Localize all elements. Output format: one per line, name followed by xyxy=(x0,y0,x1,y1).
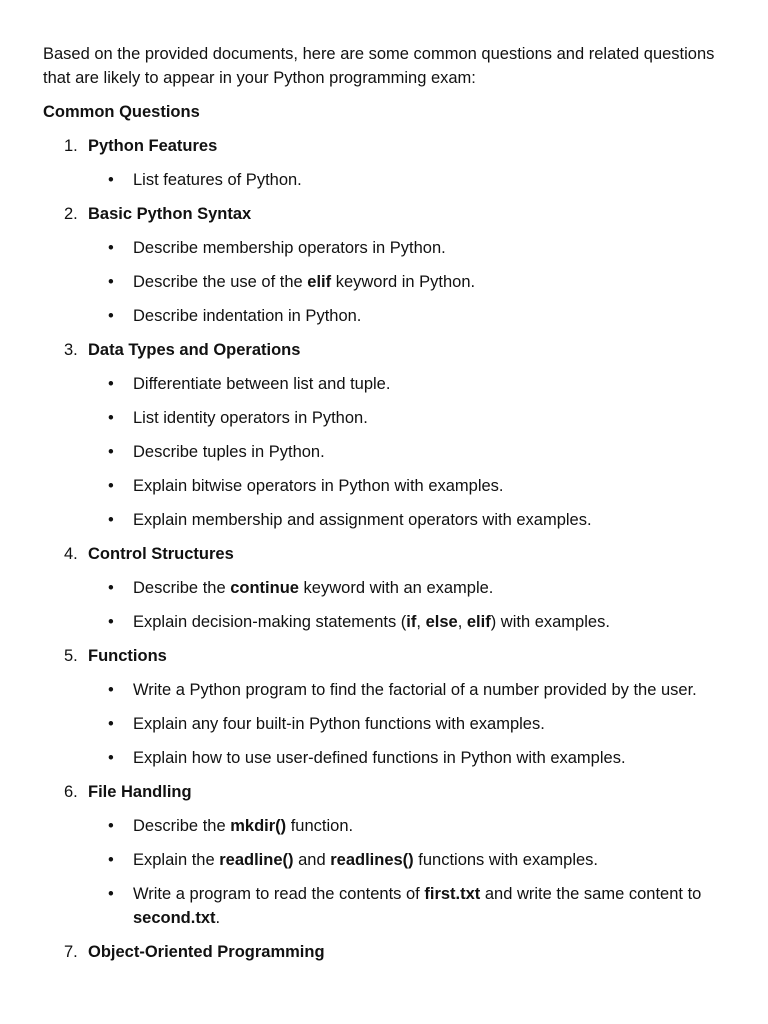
point-text: Write a program to read the contents of xyxy=(133,885,425,903)
topic-item xyxy=(43,780,728,930)
bullet-icon: • xyxy=(108,749,114,767)
filename: first.txt xyxy=(424,885,481,903)
topic-title: Python Features xyxy=(88,137,218,155)
section-heading: Common Questions xyxy=(43,103,200,121)
topic-title: Object-Oriented Programming xyxy=(88,943,325,961)
point-item xyxy=(88,814,728,838)
keyword: elif xyxy=(466,613,491,631)
point-text: Differentiate between list and tuple. xyxy=(133,375,391,393)
point-list xyxy=(88,168,728,192)
point-text: Explain bitwise operators in Python with examples. xyxy=(133,477,504,495)
point-text: . xyxy=(215,909,221,927)
bullet-icon: • xyxy=(108,715,114,733)
point-item xyxy=(88,406,728,430)
point-list xyxy=(88,814,728,930)
keyword: readlines() xyxy=(330,851,414,869)
keyword: else xyxy=(425,613,458,631)
point-list xyxy=(88,236,728,328)
bullet-icon: • xyxy=(108,511,114,529)
point-item xyxy=(88,746,728,770)
point-item xyxy=(88,712,728,736)
point-item xyxy=(88,882,728,930)
point-item xyxy=(88,848,728,872)
topic-item xyxy=(43,542,728,634)
point-item xyxy=(88,508,728,532)
point-text: keyword in Python. xyxy=(331,273,476,291)
point-text: function. xyxy=(286,817,354,835)
point-item xyxy=(88,270,728,294)
point-text: Describe the use of the xyxy=(133,273,308,291)
bullet-icon: • xyxy=(108,477,114,495)
keyword: elif xyxy=(307,273,332,291)
topic-number: 1. xyxy=(64,137,78,155)
topic-list xyxy=(43,134,728,964)
point-item xyxy=(88,610,728,634)
bullet-icon: • xyxy=(108,239,114,257)
point-item xyxy=(88,440,728,464)
point-text: List identity operators in Python. xyxy=(133,409,368,427)
topic-item xyxy=(43,644,728,770)
point-text: Describe the xyxy=(133,817,231,835)
topic-title: Data Types and Operations xyxy=(88,341,301,359)
bullet-icon: • xyxy=(108,681,114,699)
point-text: and xyxy=(293,851,331,869)
keyword: readline() xyxy=(219,851,294,869)
intro-paragraph: Based on the provided documents, here are some common questions and related questions that are likely to appear in your Python programming exam: xyxy=(43,45,715,87)
topic-item xyxy=(43,134,728,192)
point-item xyxy=(88,304,728,328)
topic-title: Control Structures xyxy=(88,545,234,563)
point-text: Describe tuples in Python. xyxy=(133,443,325,461)
topic-title: File Handling xyxy=(88,783,192,801)
bullet-icon: • xyxy=(108,885,114,903)
point-text: keyword with an example. xyxy=(298,579,494,597)
point-text: ) with examples. xyxy=(490,613,610,631)
bullet-icon: • xyxy=(108,817,114,835)
bullet-icon: • xyxy=(108,613,114,631)
point-text: Explain decision-making statements ( xyxy=(133,613,407,631)
point-list xyxy=(88,678,728,770)
point-item xyxy=(88,678,728,702)
bullet-icon: • xyxy=(108,273,114,291)
topic-number: 5. xyxy=(64,647,78,665)
topic-item xyxy=(43,338,728,532)
point-item xyxy=(88,372,728,396)
topic-item xyxy=(43,202,728,328)
topic-title: Basic Python Syntax xyxy=(88,205,252,223)
point-text: , xyxy=(416,613,426,631)
point-text: Explain how to use user-defined functions in Python with examples. xyxy=(133,749,626,767)
point-text: Explain the xyxy=(133,851,220,869)
topic-item xyxy=(43,940,728,964)
point-text: and write the same content to xyxy=(480,885,702,903)
point-text: Describe membership operators in Python. xyxy=(133,239,446,257)
point-text: Describe the xyxy=(133,579,231,597)
bullet-icon: • xyxy=(108,375,114,393)
topic-number: 3. xyxy=(64,341,78,359)
bullet-icon: • xyxy=(108,409,114,427)
bullet-icon: • xyxy=(108,307,114,325)
filename: second.txt xyxy=(133,909,216,927)
keyword: if xyxy=(406,613,417,631)
topic-number: 2. xyxy=(64,205,78,223)
point-text: functions with examples. xyxy=(413,851,599,869)
point-item xyxy=(88,168,728,192)
point-item xyxy=(88,236,728,260)
bullet-icon: • xyxy=(108,579,114,597)
point-text: Explain membership and assignment operators with examples. xyxy=(133,511,592,529)
point-list xyxy=(88,576,728,634)
point-text: Explain any four built-in Python functions with examples. xyxy=(133,715,545,733)
point-text: Write a Python program to find the factorial of a number provided by the user. xyxy=(133,681,697,699)
keyword: continue xyxy=(230,579,299,597)
point-text: , xyxy=(457,613,467,631)
topic-number: 6. xyxy=(64,783,78,801)
point-text: Describe indentation in Python. xyxy=(133,307,362,325)
bullet-icon: • xyxy=(108,171,114,189)
topic-number: 7. xyxy=(64,943,78,961)
bullet-icon: • xyxy=(108,851,114,869)
topic-title: Functions xyxy=(88,647,167,665)
point-item xyxy=(88,576,728,600)
bullet-icon: • xyxy=(108,443,114,461)
point-list xyxy=(88,372,728,532)
point-text: List features of Python. xyxy=(133,171,302,189)
topic-number: 4. xyxy=(64,545,78,563)
point-item xyxy=(88,474,728,498)
keyword: mkdir() xyxy=(230,817,287,835)
